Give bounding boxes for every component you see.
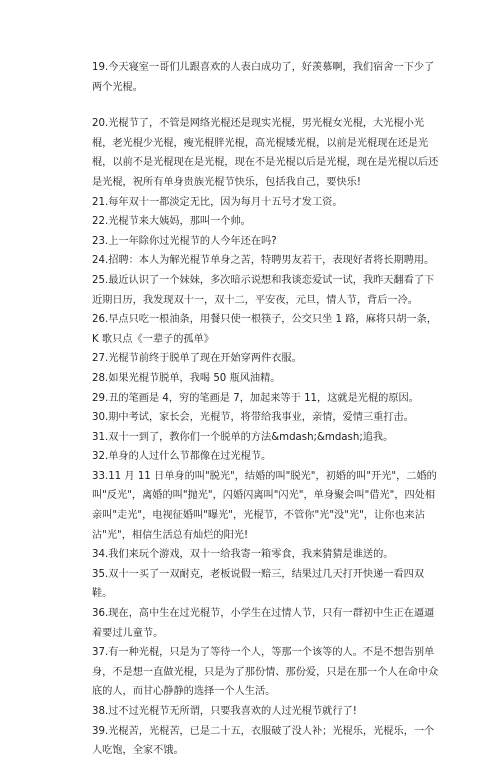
- entry-21: 21.每年双十一都淡定无比，因为每月十五号才发工资。: [92, 196, 343, 208]
- entry-25: 25.最近认识了一个妹妹，多次暗示说想和我谈恋爱试一试，我昨天翻看了下近期日历，我发现双十一，双十二，平安夜，元旦，情人节，背后一冷。: [92, 274, 435, 306]
- entry-37: 37.有一种光棍，只是为了等待一个人，等那一个该等的人。不是不想告别单身，不是想一直做光棍，只是为了那份情、那份爱，只是在那一个人在命中众底的人，而甘心静静的选择一个人生活。: [92, 647, 439, 698]
- entry-30: 30.期中考试，家长会，光棍节，将带给我事业，亲情，爱情三重打击。: [92, 412, 414, 424]
- paragraph-gap: [92, 97, 442, 114]
- entry-34: 34.我们来玩个游戏，双十一给我寄一箱零食，我来猜猜是谁送的。: [92, 549, 394, 561]
- entry-38: 38.过不过光棍节无所谓，只要我喜欢的人过光棍节就行了!: [92, 706, 357, 717]
- entry-26: 26.早点只吃一根油条，用餐只使一根筷子，公交只坐 1 路，麻将只胡一条，K 歌只点《一辈子的孤单》: [92, 314, 437, 345]
- document-body: [92, 58, 442, 761]
- entry-35: 35.双十一买了一双耐克，老板说假一赔三，结果过几天打开快递一看四双鞋。: [92, 568, 425, 600]
- entry-24: 24.招聘：本人为解光棍节单身之苦，特聘男友若干，表现好者将长期聘用。: [92, 255, 435, 267]
- entry-27: 27.光棍节前终于脱单了现在开始穿两件衣服。: [92, 353, 302, 365]
- entry-20: 20.光棍节了，不管是网络光棍还是现实光棍，男光棍女光棍，大光棍小光棍，老光棍少光棍，瘦光棍胖光棍，高光棍矮光棍，以前是光棍现在还是光棍，以前不是光棍现在是光棍，现在不是光棍以后是光棍，现在是光棍以后还是光棍，祝所有单身贵族光棍节快乐，包括我自己，要快乐!: [92, 118, 439, 188]
- entry-28: 28.如果光棍节脱单，我喝 50 瓶风油精。: [92, 372, 281, 384]
- entry-19: 19.今天寝室一哥们儿跟喜欢的人表白成功了，好羡慕啊，我们宿舍一下少了两个光棍。: [92, 62, 435, 93]
- entry-29: 29.丑的笔画是 4，穷的笔画是 7，加起来等于 11，这就是光棍的原因。: [92, 392, 419, 404]
- entry-32: 32.单身的人过什么节都像在过光棍节。: [92, 451, 272, 463]
- entry-36: 36.现在，高中生在过光棍节，小学生在过情人节，只有一群初中生正在逼逼着要过儿童节。: [92, 608, 435, 639]
- entry-31: 31.双十一到了，教你们一个脱单的方法&mdash;&mdash;追我。: [92, 431, 394, 443]
- entry-23: 23.上一年除你过光棍节的人今年还在吗?: [92, 235, 277, 247]
- entry-33: 33.11 月 11 日单身的叫"脱光"，结婚的叫"脱光"，初婚的叫"开光"，二婚的叫"反光"，离婚的叫"抛光"，闪婚闪离叫"闪光"，单身聚会叫"借光"，四处相亲叫"走光"，电视征婚叫"曝光"，光棍节，不管你"光"没"光"，让你也来沾沾"光"，相信生活总有灿烂的阳光!: [92, 470, 437, 541]
- entry-22: 22.光棍节来大姨妈，那叫一个帅。: [92, 216, 251, 228]
- entry-39: 39.光棍苦，光棍苦，已是二十五，衣服破了没人补；光棍乐，光棍乐，一个人吃饱，全家不饿。: [92, 725, 435, 757]
